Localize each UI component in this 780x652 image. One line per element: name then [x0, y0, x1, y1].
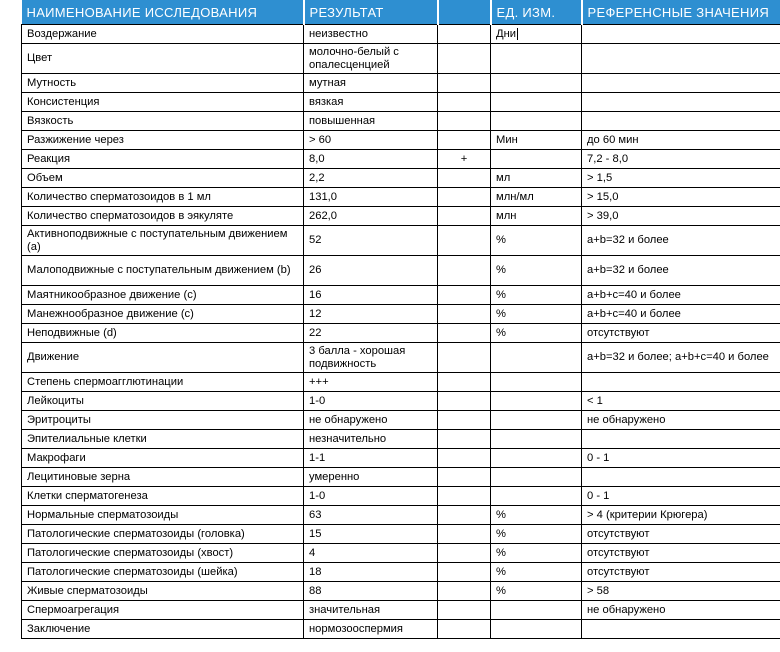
cell-reference: отсутствуют: [582, 563, 780, 582]
cell-flag: [438, 392, 491, 411]
header-row: [22, 0, 780, 25]
cell-reference: a+b=32 и более: [582, 256, 780, 286]
cell-flag: [438, 601, 491, 620]
cell-unit: [491, 392, 582, 411]
cell-unit: [491, 343, 582, 373]
cell-name: Манежнообразное движение (c): [22, 305, 304, 324]
cell-flag: [438, 226, 491, 256]
cell-flag: [438, 44, 491, 74]
cell-unit: [491, 411, 582, 430]
cell-unit: [491, 487, 582, 506]
cell-flag: [438, 449, 491, 468]
cell-name: Эритроциты: [22, 411, 304, 430]
cell-result: умеренно: [304, 468, 438, 487]
cell-reference: [582, 468, 780, 487]
table-row: [22, 44, 780, 74]
cell-result: > 60: [304, 131, 438, 150]
cell-name: Нормальные сперматозоиды: [22, 506, 304, 525]
table-row: [22, 468, 780, 487]
cell-reference: > 15,0: [582, 188, 780, 207]
cell-name: Макрофаги: [22, 449, 304, 468]
cell-flag: [438, 131, 491, 150]
cell-reference: 0 - 1: [582, 487, 780, 506]
cell-result: не обнаружено: [304, 411, 438, 430]
table-row: [22, 25, 780, 44]
cell-unit: [491, 44, 582, 74]
cell-result: молочно-белый с опалесценцией: [304, 44, 438, 74]
cell-result: 63: [304, 506, 438, 525]
cell-name: Малоподвижные с поступательным движением (b): [22, 256, 304, 286]
cell-reference: > 4 (критерии Крюгера): [582, 506, 780, 525]
cell-result: 26: [304, 256, 438, 286]
cell-name: Количество сперматозоидов в эякуляте: [22, 207, 304, 226]
cell-result: 2,2: [304, 169, 438, 188]
cell-reference: отсутствуют: [582, 544, 780, 563]
cell-flag: [438, 544, 491, 563]
cell-flag: [438, 305, 491, 324]
cell-unit: %: [491, 582, 582, 601]
cell-flag: [438, 286, 491, 305]
cell-reference: a+b=32 и более; a+b+c=40 и более: [582, 343, 780, 373]
cell-result: вязкая: [304, 93, 438, 112]
cell-result: незначительно: [304, 430, 438, 449]
cell-result: 18: [304, 563, 438, 582]
cell-flag: [438, 343, 491, 373]
cell-reference: > 58: [582, 582, 780, 601]
cell-unit: Дни: [491, 25, 582, 44]
cell-name: Лецитиновые зерна: [22, 468, 304, 487]
cell-name: Движение: [22, 343, 304, 373]
cell-unit: %: [491, 525, 582, 544]
cell-reference: 7,2 - 8,0: [582, 150, 780, 169]
cell-result: 1-0: [304, 487, 438, 506]
cell-unit: [491, 468, 582, 487]
cell-result: неизвестно: [304, 25, 438, 44]
cell-reference: не обнаружено: [582, 601, 780, 620]
header-result: РЕЗУЛЬТАТ: [304, 0, 438, 25]
cell-name: Живые сперматозоиды: [22, 582, 304, 601]
cell-result: 8,0: [304, 150, 438, 169]
cell-unit: %: [491, 256, 582, 286]
cell-result: 262,0: [304, 207, 438, 226]
cell-reference: отсутствуют: [582, 324, 780, 343]
header-reference: РЕФЕРЕНСНЫЕ ЗНАЧЕНИЯ: [582, 0, 780, 25]
cell-reference: [582, 620, 780, 639]
cell-unit: %: [491, 544, 582, 563]
cell-flag: [438, 74, 491, 93]
cell-name: Патологические сперматозоиды (шейка): [22, 563, 304, 582]
cell-result: 3 балла - хорошая подвижность: [304, 343, 438, 373]
table-row: [22, 582, 780, 601]
cell-flag: [438, 324, 491, 343]
table-row: [22, 150, 780, 169]
cell-unit: [491, 430, 582, 449]
cell-reference: [582, 373, 780, 392]
cell-reference: [582, 430, 780, 449]
cell-name: Консистенция: [22, 93, 304, 112]
cell-result: нормозооспермия: [304, 620, 438, 639]
cell-flag: [438, 411, 491, 430]
cell-name: Степень спермоагглютинации: [22, 373, 304, 392]
cell-name: Вязкость: [22, 112, 304, 131]
cell-flag: [438, 620, 491, 639]
cell-name: Разжижение через: [22, 131, 304, 150]
table-row: [22, 93, 780, 112]
table-row: [22, 226, 780, 256]
cell-flag: [438, 93, 491, 112]
cell-unit: [491, 112, 582, 131]
table-row: [22, 112, 780, 131]
cell-flag: [438, 188, 491, 207]
cell-reference: [582, 74, 780, 93]
table-row: [22, 563, 780, 582]
cell-result: повышенная: [304, 112, 438, 131]
header-unit: ЕД. ИЗМ.: [491, 0, 582, 25]
table-row: [22, 305, 780, 324]
table-row: [22, 169, 780, 188]
cell-unit: %: [491, 305, 582, 324]
cell-name: Патологические сперматозоиды (хвост): [22, 544, 304, 563]
cell-unit: Мин: [491, 131, 582, 150]
cell-name: Реакция: [22, 150, 304, 169]
cell-unit: [491, 74, 582, 93]
cell-result: +++: [304, 373, 438, 392]
cell-unit: %: [491, 563, 582, 582]
cell-reference: [582, 93, 780, 112]
cell-reference: a+b=32 и более: [582, 226, 780, 256]
cell-result: 1-1: [304, 449, 438, 468]
cell-flag: [438, 582, 491, 601]
cell-unit: %: [491, 506, 582, 525]
cell-reference: не обнаружено: [582, 411, 780, 430]
cell-flag: [438, 207, 491, 226]
cell-reference: a+b+c=40 и более: [582, 286, 780, 305]
cell-flag: [438, 468, 491, 487]
cell-unit: [491, 373, 582, 392]
table-row: [22, 430, 780, 449]
table-row: [22, 256, 780, 286]
cell-name: Активноподвижные с поступательным движением (a): [22, 226, 304, 256]
table-row: [22, 449, 780, 468]
cell-result: 4: [304, 544, 438, 563]
cell-name: Цвет: [22, 44, 304, 74]
cell-result: 16: [304, 286, 438, 305]
table-row: [22, 601, 780, 620]
cell-unit: [491, 150, 582, 169]
cell-flag: [438, 256, 491, 286]
table-row: [22, 411, 780, 430]
cell-reference: 0 - 1: [582, 449, 780, 468]
cell-unit: %: [491, 226, 582, 256]
cell-result: мутная: [304, 74, 438, 93]
cell-result: 88: [304, 582, 438, 601]
cell-flag: [438, 563, 491, 582]
cell-result: значительная: [304, 601, 438, 620]
table-row: [22, 373, 780, 392]
table-row: [22, 487, 780, 506]
cell-unit: %: [491, 324, 582, 343]
table-row: [22, 525, 780, 544]
cell-reference: отсутствуют: [582, 525, 780, 544]
cell-flag: [438, 169, 491, 188]
cell-unit: [491, 93, 582, 112]
header-name: НАИМЕНОВАНИЕ ИССЛЕДОВАНИЯ: [22, 0, 304, 25]
table-row: [22, 207, 780, 226]
table-row: [22, 620, 780, 639]
cell-result: 15: [304, 525, 438, 544]
cell-result: 52: [304, 226, 438, 256]
table-row: [22, 131, 780, 150]
cell-name: Воздержание: [22, 25, 304, 44]
header-flag: [438, 0, 491, 25]
cell-reference: > 1,5: [582, 169, 780, 188]
cell-reference: [582, 44, 780, 74]
cell-unit: [491, 620, 582, 639]
cell-reference: [582, 112, 780, 131]
cell-name: Заключение: [22, 620, 304, 639]
results-table: [21, 0, 780, 639]
table-row: [22, 392, 780, 411]
cell-flag: [438, 506, 491, 525]
table-row: [22, 324, 780, 343]
table-row: [22, 544, 780, 563]
cell-flag: [438, 373, 491, 392]
cell-flag: [438, 25, 491, 44]
cell-reference: a+b+c=40 и более: [582, 305, 780, 324]
cell-flag: [438, 525, 491, 544]
cell-name: Неподвижные (d): [22, 324, 304, 343]
cell-flag: [438, 487, 491, 506]
cell-unit: млн/мл: [491, 188, 582, 207]
cell-name: Мутность: [22, 74, 304, 93]
cell-name: Патологические сперматозоиды (головка): [22, 525, 304, 544]
cell-reference: до 60 мин: [582, 131, 780, 150]
cell-name: Клетки сперматогенеза: [22, 487, 304, 506]
cell-name: Количество сперматозоидов в 1 мл: [22, 188, 304, 207]
cell-result: 131,0: [304, 188, 438, 207]
table-row: [22, 506, 780, 525]
cell-unit: мл: [491, 169, 582, 188]
cell-result: 1-0: [304, 392, 438, 411]
table-row: [22, 74, 780, 93]
table-row: [22, 286, 780, 305]
cell-unit: [491, 601, 582, 620]
cell-reference: < 1: [582, 392, 780, 411]
cell-result: 22: [304, 324, 438, 343]
cell-flag: [438, 430, 491, 449]
table-row: [22, 188, 780, 207]
cell-name: Лейкоциты: [22, 392, 304, 411]
cell-name: Маятникообразное движение (c): [22, 286, 304, 305]
cell-result: 12: [304, 305, 438, 324]
cell-unit: млн: [491, 207, 582, 226]
table-row: [22, 343, 780, 373]
cell-flag: [438, 112, 491, 131]
cell-unit: %: [491, 286, 582, 305]
text-cursor: [517, 28, 518, 40]
cell-reference: [582, 25, 780, 44]
cell-unit: [491, 449, 582, 468]
cell-name: Объем: [22, 169, 304, 188]
cell-name: Спермоагрегация: [22, 601, 304, 620]
cell-flag: +: [438, 150, 491, 169]
cell-reference: > 39,0: [582, 207, 780, 226]
cell-name: Эпителиальные клетки: [22, 430, 304, 449]
